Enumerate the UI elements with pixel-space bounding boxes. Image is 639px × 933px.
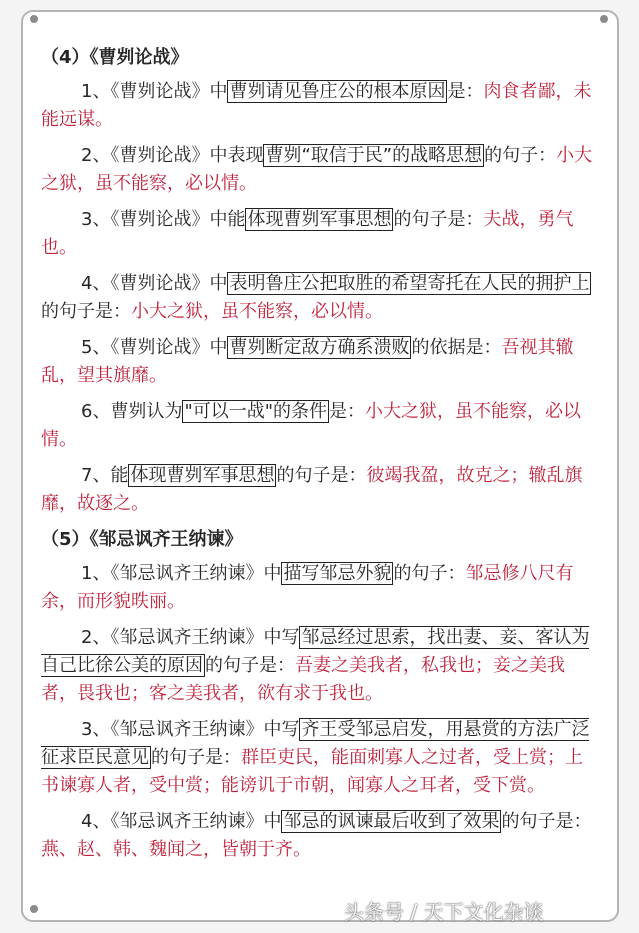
boxed-key-phrase: 曹刿断定敌方确系溃败 xyxy=(229,337,410,358)
boxed-key-phrase: 齐王受邹忌启发，用悬赏的方法广泛征求臣民意见 xyxy=(41,719,590,768)
item-mid: 的句子是： xyxy=(205,655,295,676)
document-body xyxy=(41,38,597,872)
item-prefix: 4、《邹忌讽齐王纳谏》中 xyxy=(81,811,282,832)
item-mid: 的句子： xyxy=(393,563,466,584)
item-mid: 是： xyxy=(329,401,366,422)
question-item xyxy=(41,334,597,390)
item-prefix: 2、《邹忌讽齐王纳谏》中写 xyxy=(81,627,300,648)
item-prefix: 6、曹刿认为 xyxy=(81,401,183,422)
answer-text: 邹忌修八尺有余，而形貌昳丽。 xyxy=(41,563,574,612)
question-item xyxy=(41,78,597,134)
item-prefix: 5、《曹刿论战》中 xyxy=(81,337,228,358)
corner-dot-icon xyxy=(30,905,38,913)
question-item xyxy=(41,560,597,616)
corner-dot-icon xyxy=(30,15,38,23)
section-cao-gui xyxy=(41,44,597,518)
item-prefix: 2、《曹刿论战》中表现 xyxy=(81,145,264,166)
item-prefix: 1、《曹刿论战》中 xyxy=(81,81,228,102)
boxed-key-phrase: 描写邹忌外貌 xyxy=(283,563,392,584)
answer-text: 燕、赵、韩、魏闻之，皆朝于齐。 xyxy=(41,839,311,860)
question-item xyxy=(41,808,597,864)
answer-text: 吾视其辙乱，望其旗靡。 xyxy=(41,337,574,386)
item-prefix: 3、《邹忌讽齐王纳谏》中写 xyxy=(81,719,300,740)
answer-text: 吾妻之美我者，私我也；妾之美我者，畏我也；客之美我者，欲有求于我也。 xyxy=(41,655,565,704)
answer-text: 小大之狱，虽不能察，必以情。 xyxy=(41,145,593,194)
question-item xyxy=(41,716,597,800)
boxed-key-phrase: 表明鲁庄公把取胜的希望寄托在人民的拥护上 xyxy=(229,273,590,294)
section-zou-ji xyxy=(41,526,597,864)
item-prefix: 7、能 xyxy=(81,465,129,486)
boxed-key-phrase: 体现曹刿军事思想 xyxy=(247,209,392,230)
answer-text: 肉食者鄙，未能远谋。 xyxy=(41,81,592,130)
question-item xyxy=(41,206,597,262)
item-mid: 的句子是： xyxy=(393,209,484,230)
answer-text: 夫战，勇气也。 xyxy=(41,209,574,258)
question-item xyxy=(41,462,597,518)
answer-text: 小大之狱，虽不能察，必以情。 xyxy=(41,401,582,450)
question-item xyxy=(41,142,597,198)
question-item xyxy=(41,398,597,454)
answer-text: 小大之狱，虽不能察，必以情。 xyxy=(131,301,383,322)
item-prefix: 1、《邹忌讽齐王纳谏》中 xyxy=(81,563,282,584)
answer-text: 彼竭我盈，故克之；辙乱旗靡，故逐之。 xyxy=(41,465,583,514)
section-title: （4）《曹刿论战》 xyxy=(41,47,189,68)
item-prefix: 3、《曹刿论战》中能 xyxy=(81,209,246,230)
item-prefix: 4、《曹刿论战》中 xyxy=(81,273,228,294)
question-item xyxy=(41,270,597,326)
answer-text: 群臣吏民，能面刺寡人之过者，受上赏；上书谏寡人者，受中赏；能谤讥于市朝，闻寡人之耳者，受下赏。 xyxy=(41,747,583,796)
boxed-key-phrase: 曹刿“取信于民”的战略思想 xyxy=(265,145,483,166)
section-title: （5）《邹忌讽齐王纳谏》 xyxy=(41,529,243,550)
boxed-key-phrase: 邹忌经过思索，找出妻、妾、客认为自己比徐公美的原因 xyxy=(41,627,590,676)
corner-dot-icon xyxy=(600,15,608,23)
item-mid: 的句子是： xyxy=(276,465,367,486)
boxed-key-phrase: "可以一战"的条件 xyxy=(184,401,328,422)
boxed-key-phrase: 曹刿请见鲁庄公的根本原因 xyxy=(229,81,446,102)
watermark: 头条号 / 天下文化杂谈 xyxy=(344,900,544,924)
question-item xyxy=(41,624,597,708)
boxed-key-phrase: 体现曹刿军事思想 xyxy=(130,465,275,486)
item-mid: 的句子是： xyxy=(41,301,131,322)
item-mid: 的句子是： xyxy=(501,811,592,832)
item-mid: 的句子是： xyxy=(151,747,241,768)
item-mid: 的句子： xyxy=(484,145,557,166)
item-mid: 是： xyxy=(447,81,484,102)
boxed-key-phrase: 邹忌的讽谏最后收到了效果 xyxy=(283,811,500,832)
item-mid: 的依据是： xyxy=(411,337,502,358)
